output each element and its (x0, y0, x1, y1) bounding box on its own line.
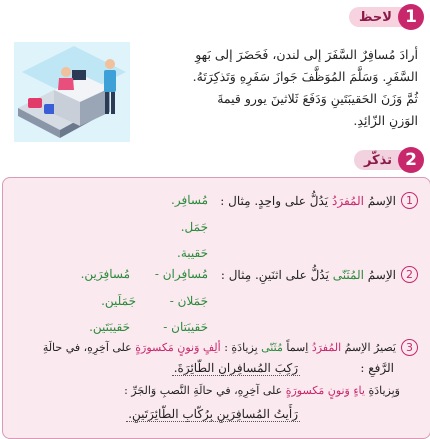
rule-keyword: المُفرَدُ (331, 193, 364, 208)
paragraph-line: ثُمَّ وَزَنَ الحَقيبَتَينِ وَدَفَعَ ثَلاثينَ يورو قيمةَ (217, 91, 418, 106)
rule-number: 2 (401, 266, 418, 283)
section-number-badge: 1 (398, 4, 424, 30)
rule-number: 1 (401, 192, 418, 209)
rule-keyword: المُثَنّى (332, 267, 364, 282)
rule-keyword: مُثَنّى (261, 341, 283, 354)
paragraph-line: السَّفَرِ. وَسَلَّمَ المُوَظَّفَ جَوازَ سَفَرِهِ وَتَذكِرَتَهُ. (192, 69, 418, 84)
paragraph-line: أرادَ مُسافِرٌ السَّفَرَ إلى لندن، فَحَضَرَ إلى بَهوِ (195, 47, 418, 62)
rule-number: 3 (401, 339, 418, 356)
section-header-remember (354, 147, 424, 173)
rules-box (2, 177, 430, 439)
example-word: جَمَل. (180, 220, 208, 234)
rule-text: على آخِرِهِ، في حالَةِ النَّصبِ وَالجَرِّ : (124, 384, 283, 397)
rule-1 (220, 192, 418, 209)
rule-text: وَبِزيادَةِ (368, 384, 400, 397)
airport-checkin-illustration (14, 42, 130, 142)
rule-keyword: ياءٍ وَنونٍ مَكسورَةٍ (285, 384, 365, 397)
section-title: لاحظ (349, 7, 408, 27)
section-number-badge: 2 (398, 147, 424, 173)
rule-text: يَدُلُّ على اثنَينِ. مِثال : (220, 267, 329, 282)
example-word: حَقيبة. (177, 246, 208, 260)
rule-text: الاِسمُ (367, 267, 396, 282)
rule-text: اِسماً (286, 341, 309, 354)
example-word: حَقيبَتان - (163, 320, 208, 334)
rule-text: يَدُلُّ على واحِدٍ. مِثال : (220, 193, 329, 208)
example-word: مُسافِرَين. (80, 267, 130, 281)
rule-text: بِزيادَةِ : (224, 341, 258, 354)
paragraph-line: الوَزنِ الزّائِدِ. (353, 113, 418, 128)
example-word: مُسافِران - (154, 267, 208, 281)
rule-text: الاِسمُ (367, 193, 396, 208)
example-sentence: رَكِبَ المُسافِرانِ الطّائِرَةَ. (173, 361, 298, 375)
rule-3 (43, 339, 418, 356)
rule-keyword: المُفرَدُ (311, 341, 342, 354)
case-label: الرَّفعِ : (360, 361, 394, 375)
rule-text: يَصيرُ الاِسمُ (344, 341, 396, 354)
rule-keyword: ألِفٍ وَنونٍ مَكسورَةٍ (135, 341, 221, 354)
rule-2 (221, 266, 418, 283)
example-word: مُسافِر. (171, 193, 208, 207)
section-title: تذكّر (354, 150, 408, 170)
observe-paragraph (150, 44, 418, 132)
example-word: حَقيبَتَين. (89, 320, 130, 334)
example-word: جَمَلان - (169, 294, 208, 308)
example-word: جَمَلَين. (101, 294, 136, 308)
example-sentence: رَأَيتُ المُسافِرَينِ بِرُكّابِ الطّائِرَتَينِ. (128, 407, 298, 421)
rule-text: على آخِرِهِ، في حالَةِ (42, 341, 132, 354)
rule-3-continued (124, 384, 400, 397)
section-header-observe (349, 4, 424, 30)
